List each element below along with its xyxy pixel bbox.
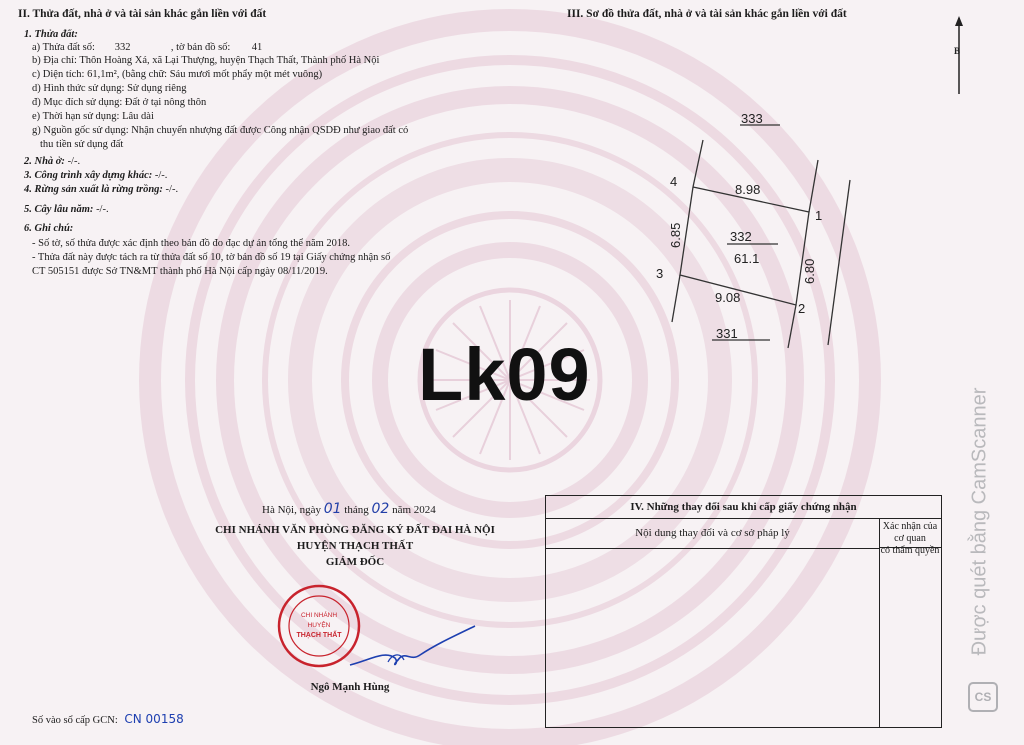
- note-1: - Số tờ, số thửa được xác định theo bản đồ đo đạc dự án tổng thể năm 2018.: [32, 238, 351, 249]
- office-line-1: CHI NHÁNH VĂN PHÒNG ĐĂNG KÝ ĐẤT ĐAI HÀ NỘI: [215, 524, 495, 536]
- confirm-line-1: Xác nhận của cơ quan: [882, 521, 938, 544]
- dim-left: 6.85: [668, 222, 683, 248]
- forest-label: 4. Rừng sản xuất là rừng trồng:: [24, 184, 163, 195]
- signer-role: GIÁM ĐỐC: [325, 556, 385, 568]
- other-works-label: 3. Công trình xây dựng khác:: [24, 170, 153, 181]
- forest-value: -/-.: [162, 184, 179, 195]
- land-heading: 1. Thửa đất:: [24, 29, 78, 40]
- serial-row: [32, 712, 184, 726]
- origin-row-cont: thu tiền sử dụng đất: [40, 139, 124, 150]
- corner-1: 1: [815, 208, 823, 223]
- corner-2: 2: [798, 301, 806, 316]
- camscanner-icon: CS: [968, 682, 998, 712]
- notes-heading: 6. Ghi chú:: [24, 223, 74, 234]
- section-ii-title: II. Thửa đất, nhà ở và tài sản khác gắn liền với đất: [18, 8, 267, 20]
- svg-text:CHI NHÁNH: CHI NHÁNH: [300, 612, 338, 619]
- changes-table-title: IV. Những thay đổi sau khi cấp giấy chứng nhận: [546, 496, 941, 519]
- use-purpose-row: đ) Mục đích sử dụng: Đất ở tại nông thôn: [32, 97, 207, 108]
- date-month-label: tháng: [344, 504, 369, 516]
- lot-code-overlay: Lk09: [418, 333, 591, 416]
- origin-row: g) Nguồn gốc sử dụng: Nhận chuyển nhượng đất được Công nhận QSDĐ như giao đất có: [32, 125, 409, 136]
- note-2: - Thửa đất này được tách ra từ thửa đất số 10, tờ bản đồ số 19 tại Giấy chứng nhận số: [32, 252, 391, 263]
- changes-table: [545, 495, 942, 728]
- parcel-label-diagram: 332: [730, 229, 752, 244]
- use-term-row: e) Thời hạn sử dụng: Lâu dài: [32, 111, 154, 122]
- corner-3: 3: [656, 266, 664, 281]
- neighbor-top-label: 333: [741, 111, 763, 126]
- date-prefix: Hà Nội, ngày: [262, 504, 321, 516]
- changes-col-divider: [879, 548, 880, 727]
- perennial-value: -/-.: [93, 204, 109, 215]
- area-row: c) Diện tích: 61,1m², (bằng chữ: Sáu mươi mốt phẩy một mét vuông): [32, 69, 323, 80]
- handwritten-signature: [340, 620, 480, 680]
- svg-text:HUYỆN: HUYỆN: [307, 622, 331, 629]
- other-works-value: -/-.: [152, 170, 168, 181]
- parcel-area-label: 61.1: [734, 251, 760, 266]
- parcel-boundary: [680, 187, 809, 305]
- use-form-row: d) Hình thức sử dụng: Sử dụng riêng: [32, 83, 187, 94]
- map-number: 41: [251, 42, 263, 53]
- serial-label: Số vào sổ cấp GCN:: [32, 715, 118, 726]
- north-label: B: [954, 46, 961, 56]
- office-line-2: HUYỆN THẠCH THẤT: [296, 540, 414, 552]
- house-value: -/-.: [64, 156, 81, 167]
- parcel-number: 332: [114, 42, 131, 53]
- camscanner-text: Được quét bằng CamScanner: [968, 387, 991, 656]
- signer-name: Ngô Mạnh Hùng: [310, 681, 390, 693]
- serial-value: CN 00158: [124, 712, 184, 726]
- date-year: năm 2024: [392, 504, 436, 516]
- svg-text:THẠCH THẤT: THẠCH THẤT: [296, 632, 342, 639]
- note-3: CT 505151 được Sở TN&MT thành phố Hà Nội cấp ngày 08/11/2019.: [32, 266, 328, 277]
- date-month: 02: [371, 501, 390, 517]
- issue-date: [262, 503, 436, 516]
- section-iii-title: III. Sơ đồ thửa đất, nhà ở và tài sản khác gắn liền với đất: [567, 8, 847, 20]
- parcel-label: a) Thửa đất số:: [32, 42, 95, 53]
- map-label: , tờ bản đồ số:: [170, 42, 231, 53]
- house-label: 2. Nhà ở:: [24, 156, 65, 167]
- neighbor-bottom-label: 331: [716, 326, 738, 341]
- camscanner-watermark: [968, 320, 998, 715]
- perennial-label: 5. Cây lâu năm:: [24, 204, 94, 215]
- address-row: b) Địa chỉ: Thôn Hoàng Xá, xã Lại Thượng, huyện Thạch Thất, Thành phố Hà Nội: [32, 55, 380, 66]
- date-day: 01: [323, 501, 342, 517]
- changes-col-content: Nội dung thay đổi và cơ sở pháp lý: [546, 518, 880, 549]
- dim-bottom: 9.08: [715, 290, 741, 305]
- confirm-line-2: có thẩm quyền: [880, 545, 940, 556]
- dim-top: 8.98: [735, 182, 761, 197]
- corner-4: 4: [670, 174, 678, 189]
- changes-col-confirm: [879, 518, 941, 556]
- dim-right: 6.80: [802, 258, 817, 284]
